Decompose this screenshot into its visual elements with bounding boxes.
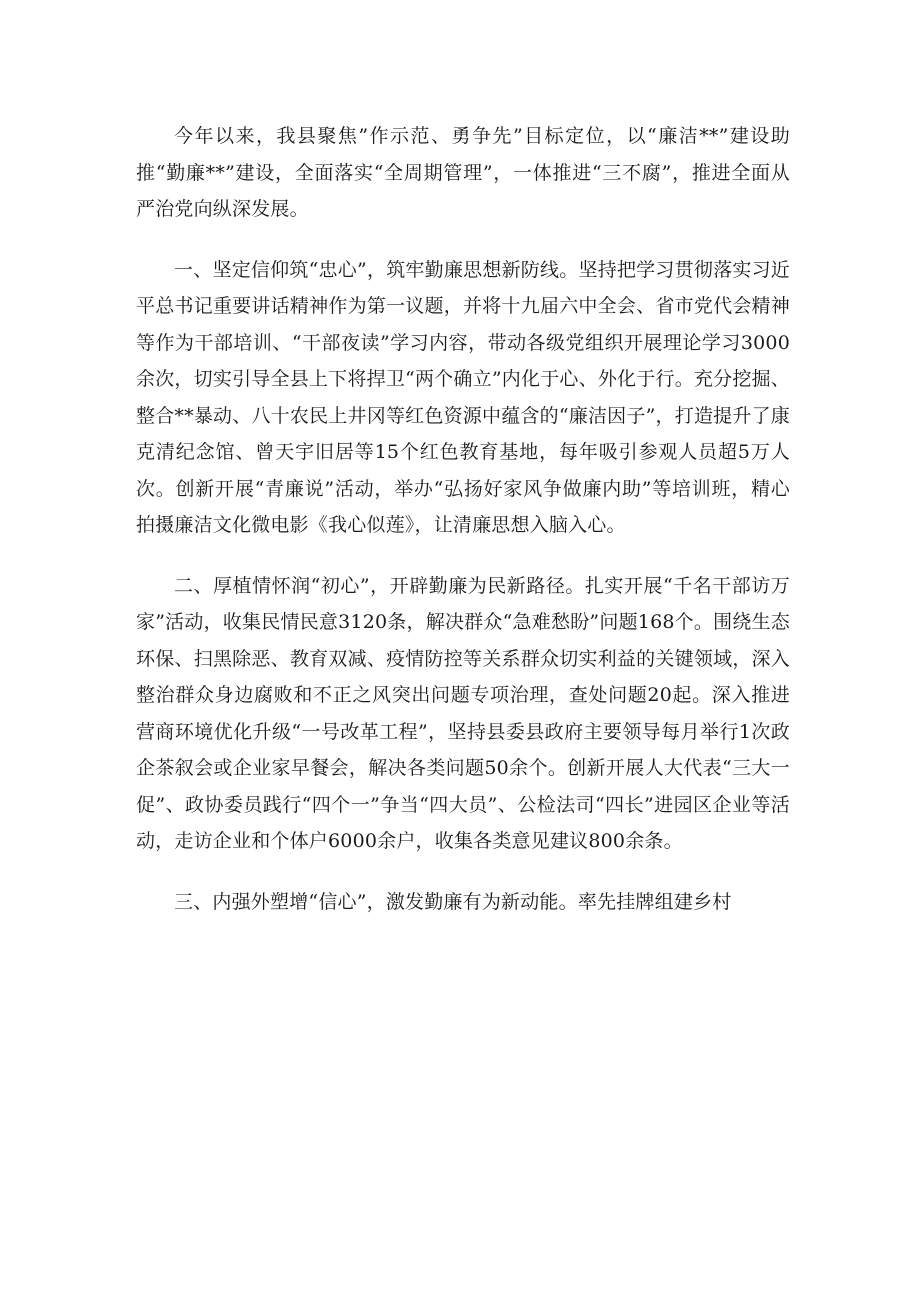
paragraph-section-two: 二、厚植情怀润“初心”，开辟勤廉为民新路径。扎实开展“千名干部访万家”活动，收集民情民意3120条，解决群众“急难愁盼”问题168个。围绕生态环保、扫黑除恶、教育双减、疫情防控等关系群众切实利益的关键领域，深入整治群众身边腐败和不正之风突出问题专项治理，查处问题20起。深入推进营商环境优化升级“一号改革工程”，坚持县委县政府主要领导每月举行1次政企茶叙会或企业家早餐会，解决各类问题50余个。创新开展人大代表“三大一促”、政协委员践行“四个一”争当“四大员”、公检法司“四长”进园区企业等活动，走访企业和个体户6000余户，收集各类意见建议800余条。 — [136, 574, 790, 852]
document-body — [136, 118, 790, 944]
paragraph-intro: 今年以来，我县聚焦”作示范、勇争先”目标定位，以“廉洁**”建设助推“勤廉**”建设，全面落实“全周期管理”，一体推进“三不腐”，推进全面从严治党向纵深发展。 — [136, 125, 790, 220]
paragraph-section-three: 三、内强外塑增“信心”，激发勤廉有为新动能。率先挂牌组建乡村 — [174, 890, 732, 913]
paragraph-section-one: 一、坚定信仰筑“忠心”，筑牢勤廉思想新防线。坚持把学习贯彻落实习近平总书记重要讲话精神作为第一议题，并将十九届六中全会、省市党代会精神等作为干部培训、“干部夜读”学习内容，带动各级党组织开展理论学习3000余次，切实引导全县上下将捍卫“两个确立”内化于心、外化于行。充分挖掘、整合**暴动、八十农民上井冈等红色资源中蕴含的“廉洁因子”，打造提升了康克清纪念馆、曾天宇旧居等15个红色教育基地，每年吸引参观人员超5万人次。创新开展“青廉说”活动，举办“弘扬好家风争做廉内助”等培训班，精心拍摄廉洁文化微电影《我心似莲》，让清廉思想入脑入心。 — [136, 258, 790, 536]
